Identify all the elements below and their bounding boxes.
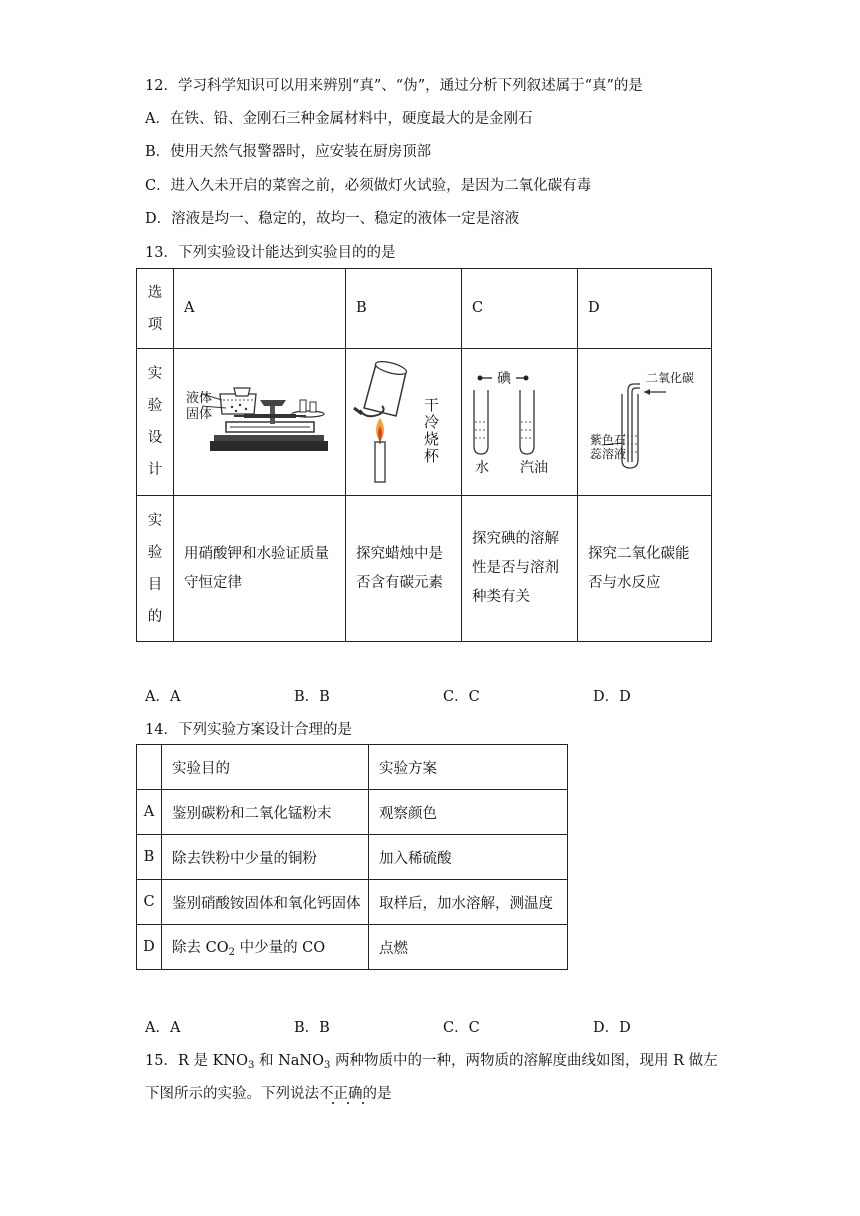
q15-stem-line2: 下图所示的实验。下列说法不正确的是 — [145, 1086, 392, 1102]
q12-option-a: A．在铁、铅、金刚石三种金属材料中，硬度最大的是金刚石 — [145, 111, 533, 127]
row-goal: 除去铁粉中少量的铜粉 — [162, 835, 369, 880]
col-header-a: A — [174, 269, 346, 349]
q13-stem: 13．下列实验设计能达到实验目的的是 — [145, 245, 396, 261]
row-goal: 鉴别碳粉和二氧化锰粉末 — [162, 790, 369, 835]
q13-answer-b[interactable]: B．B — [294, 689, 330, 705]
q14-answer-b[interactable]: B．B — [294, 1020, 330, 1036]
label-water: 水 — [475, 460, 489, 476]
label-solid: 固体 — [186, 407, 213, 422]
row-goal: 除去 $CO_2$ 中少量的 CO — [162, 925, 369, 970]
q14-table — [136, 744, 568, 970]
row-plan: 取样后，加水溶解，测温度 — [369, 880, 568, 925]
col-header-d: D — [578, 269, 712, 349]
label-iodine: 碘 — [497, 371, 511, 387]
row-goal: 鉴别硝酸铵固体和氧化钙固体 — [162, 880, 369, 925]
purpose-a: 用硝酸钾和水验证质量守恒定律 — [174, 496, 346, 642]
row-key: B — [137, 835, 162, 880]
q12-stem: 12．学习科学知识可以用来辨别“真”、“伪”，通过分析下列叙述属于“真”的是 — [145, 78, 643, 94]
purpose-c: 探究碘的溶解性是否与溶剂种类有关 — [462, 496, 578, 642]
label-co2: 二氧化碳 — [646, 371, 695, 385]
label-dry-cold-beaker: 干 冷 烧 杯 — [424, 396, 440, 465]
purpose-d: 探究二氧化碳能否与水反应 — [578, 496, 712, 642]
q13-answer-a[interactable]: A．A — [145, 689, 181, 705]
row-plan: 点燃 — [369, 925, 568, 970]
emphasis-dot — [332, 1102, 334, 1104]
table-row — [137, 835, 568, 880]
purpose-b: 探究蜡烛中是否含有碳元素 — [346, 496, 462, 642]
label-gasoline: 汽油 — [520, 460, 548, 476]
label-liquid: 液体 — [186, 391, 213, 406]
emphasis-dot — [362, 1102, 364, 1104]
q15-stem-line1: 15．R 是 $KNO_3$ 和 NaNO$_3$ 两种物质中的一种，两物质的溶解度曲线如图，现用 R 做左 — [145, 1053, 718, 1071]
label-litmus: 紫色石 蕊溶液 — [590, 433, 627, 461]
col-header-b: B — [346, 269, 462, 349]
figure-a-balance — [174, 349, 346, 496]
row-plan: 观察颜色 — [369, 790, 568, 835]
row-key: A — [137, 790, 162, 835]
q14-header-goal: 实验目的 — [162, 745, 369, 790]
q12-option-d: D．溶液是均一、稳定的，故均一、稳定的液体一定是溶液 — [145, 211, 520, 227]
balance-diagram — [174, 350, 345, 495]
candle-diagram — [346, 350, 459, 495]
table-row — [137, 880, 568, 925]
figure-b-candle — [346, 349, 462, 496]
figure-d-co2 — [578, 349, 712, 496]
figure-c-iodine — [462, 349, 578, 496]
row-label-option: 选 项 — [137, 269, 174, 349]
q14-answer-d[interactable]: D．D — [593, 1020, 631, 1036]
q14-answer-a[interactable]: A．A — [145, 1020, 181, 1036]
table-row — [137, 790, 568, 835]
row-key: C — [137, 880, 162, 925]
row-label-design: 实 验 设 计 — [137, 349, 174, 496]
q14-answer-c[interactable]: C．C — [443, 1020, 480, 1036]
row-key: D — [137, 925, 162, 970]
q12-option-c: C．进入久未开启的菜窖之前，必须做灯火试验，是因为二氧化碳有毒 — [145, 178, 592, 194]
col-header-c: C — [462, 269, 578, 349]
row-label-purpose: 实 验 目 的 — [137, 496, 174, 642]
q14-header-blank — [137, 745, 162, 790]
row-plan: 加入稀硫酸 — [369, 835, 568, 880]
q13-table — [136, 268, 712, 642]
q13-answer-c[interactable]: C．C — [443, 689, 480, 705]
table-row — [137, 925, 568, 970]
q12-option-b: B．使用天然气报警器时，应安装在厨房顶部 — [145, 144, 432, 160]
q14-header-plan: 实验方案 — [369, 745, 568, 790]
emphasis-dot — [347, 1102, 349, 1104]
q13-answer-d[interactable]: D．D — [593, 689, 631, 705]
q14-stem: 14．下列实验方案设计合理的是 — [145, 722, 352, 738]
